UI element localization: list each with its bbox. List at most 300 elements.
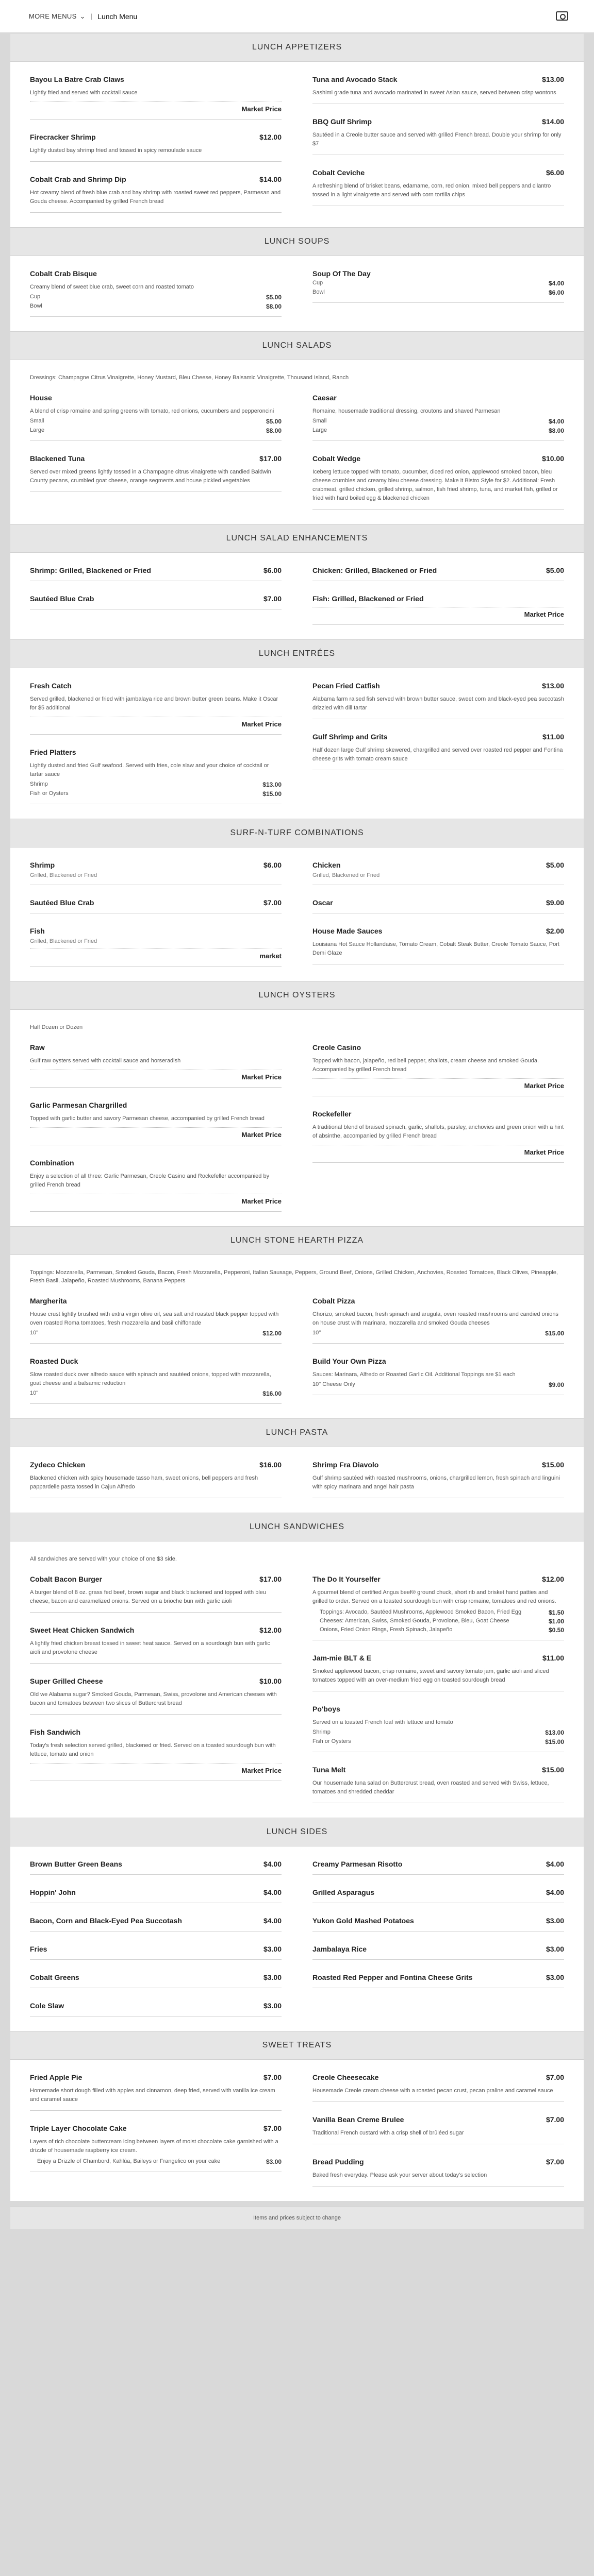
item-grid <box>30 394 564 510</box>
item-header <box>312 75 564 83</box>
menu-item <box>312 168 564 206</box>
item-price: $10.00 <box>542 454 564 463</box>
menu-item <box>30 2073 282 2111</box>
item-name: House <box>30 393 52 402</box>
menu-item <box>30 1945 282 1960</box>
item-description: A blend of crisp romaine and spring greens with tomato, red onions, cucumbers and pepperoncini <box>30 408 274 414</box>
size-option <box>30 1390 282 1397</box>
menu-item <box>312 595 564 625</box>
item-column-left <box>30 75 282 213</box>
item-description: Lightly dusted and fried Gulf seafood. Served with fries, cole slaw and your choice of cocktail or tartar sauce <box>30 762 269 778</box>
menu-item <box>312 2115 564 2144</box>
menu-item <box>30 2002 282 2016</box>
menu-item <box>30 861 282 885</box>
item-description: Lightly fried and served with cocktail sauce <box>30 90 138 96</box>
item-column-left <box>30 1297 282 1404</box>
item-name: Chicken: Grilled, Blackened or Fried <box>312 566 437 574</box>
item-name: Fish: Grilled, Blackened or Fried <box>312 594 424 603</box>
item-name: Margherita <box>30 1296 67 1305</box>
camera-icon[interactable] <box>556 11 568 21</box>
item-price: $13.00 <box>542 681 564 690</box>
menu-item <box>30 133 282 162</box>
market-price <box>30 1194 282 1205</box>
item-description: Louisiana Hot Sauce Hollandaise, Tomato Cream, Cobalt Steak Butter, Creole Tomato Sauce, Port Demi Glaze <box>312 941 559 957</box>
menu-item <box>30 1917 282 1931</box>
menu-item <box>30 175 282 213</box>
item-description: Gulf shrimp sautéed with roasted mushrooms, onions, chargrilled lemon, fresh spinach and linguini with spicy marinara and angel hair pasta <box>312 1475 560 1490</box>
item-column-left <box>30 1575 282 1803</box>
item-header <box>30 1917 282 1925</box>
item-description: Lightly dusted bay shrimp fried and tossed in spicy remoulade sauce <box>30 147 202 154</box>
menu-item <box>312 1888 564 1903</box>
size-label: Bowl <box>312 289 325 296</box>
item-grid <box>30 1575 564 1803</box>
market-price <box>30 948 282 960</box>
item-header <box>312 1705 564 1713</box>
size-price: $12.00 <box>262 1329 282 1337</box>
menu-item <box>312 2158 564 2187</box>
item-header <box>30 1159 282 1167</box>
menu-item <box>30 454 282 492</box>
section-body <box>10 1255 584 1418</box>
item-description: Today's fresh selection served grilled, blackened or fried. Served on a toasted sourdough bun with lettuce, tomato and onion <box>30 1742 276 1757</box>
add-on-label: Onions, Fried Onion Rings, Fresh Spinach, Jalapeño <box>320 1626 453 1633</box>
item-name: Tuna Melt <box>312 1765 346 1774</box>
section-title: SWEET TREATS <box>10 2031 584 2060</box>
item-description: Baked fresh everyday. Please ask your server about today's selection <box>312 2172 487 2179</box>
item-header <box>30 682 282 690</box>
item-header <box>312 1766 564 1774</box>
item-description: Traditional French custard with a crisp shell of brûléed sugar <box>312 2130 464 2136</box>
size-label: Small <box>312 417 327 424</box>
item-column-left <box>30 566 282 625</box>
item-name: Super Grilled Cheese <box>30 1676 103 1685</box>
footer-text: Items and prices subject to change <box>253 2214 341 2221</box>
item-description: Smoked applewood bacon, crisp romaine, sweet and savory tomato jam, garlic aioli and sliced tomatoes topped with an over-medium fried egg on toasted sourdough bread <box>312 1668 549 1683</box>
item-header <box>30 75 282 83</box>
item-name: The Do It Yourselfer <box>312 1574 381 1583</box>
item-column-right <box>312 1860 564 2016</box>
item-header <box>312 1043 564 1052</box>
item-price: $5.00 <box>546 861 564 870</box>
item-column-right <box>312 861 564 967</box>
item-header <box>312 117 564 126</box>
item-name: Combination <box>30 1158 74 1167</box>
item-name: Oscar <box>312 899 333 907</box>
section-title: LUNCH SALAD ENHANCEMENTS <box>10 524 584 553</box>
item-header <box>312 269 564 278</box>
item-name: Sweet Heat Chicken Sandwich <box>30 1625 135 1634</box>
item-header <box>312 1860 564 1868</box>
menu-item <box>30 1888 282 1903</box>
menu-item <box>312 566 564 581</box>
item-price: $12.00 <box>259 1625 282 1634</box>
item-name: Sautéed Blue Crab <box>30 899 94 907</box>
item-price: $4.00 <box>546 1859 564 1868</box>
item-price: $13.00 <box>542 75 564 83</box>
item-header <box>30 175 282 183</box>
item-price: $15.00 <box>542 1461 564 1469</box>
item-description: Sautéed in a Creole butter sauce and served with grilled French bread. Double your shrimp for only $7 <box>312 132 562 147</box>
size-option <box>312 280 564 287</box>
item-column-left <box>30 861 282 967</box>
section-title: LUNCH STONE HEARTH PIZZA <box>10 1226 584 1255</box>
item-column-right <box>312 1297 564 1404</box>
item-header <box>30 1357 282 1365</box>
section-note: Half Dozen or Dozen <box>30 1024 83 1031</box>
section-body <box>10 256 584 331</box>
size-price: $15.00 <box>545 1329 564 1337</box>
item-column-right <box>312 394 564 510</box>
item-header <box>312 566 564 574</box>
item-price: $7.00 <box>546 2115 564 2124</box>
market-price <box>312 1078 564 1090</box>
item-name: Build Your Own Pizza <box>312 1357 386 1365</box>
menu-item <box>30 75 282 120</box>
item-name: Shrimp Fra Diavolo <box>312 1461 379 1469</box>
item-description: Half dozen large Gulf shrimp skewered, chargrilled and served over roasted red pepper and Fontina cheese grits with tomato cream sauce <box>312 747 563 762</box>
menu-item <box>30 1973 282 1988</box>
item-name: Caesar <box>312 393 337 402</box>
item-name: Zydeco Chicken <box>30 1461 86 1469</box>
size-option <box>312 427 564 434</box>
item-grid <box>30 1297 564 1404</box>
item-header <box>312 1461 564 1469</box>
item-header <box>312 1917 564 1925</box>
menu-item <box>312 1297 564 1344</box>
item-header <box>30 2124 282 2132</box>
menu-item <box>30 1860 282 1875</box>
item-header <box>312 1654 564 1662</box>
item-column-right <box>312 1575 564 1803</box>
add-on-price: $1.00 <box>548 1617 564 1625</box>
item-description: A burger blend of 8 oz. grass fed beef, brown sugar and black blackened and topped with bleu cheese, bacon and caramelized onions. Served on a brioche bun with garlic aioli <box>30 1589 267 1604</box>
item-name: Bacon, Corn and Black-Eyed Pea Succotash <box>30 1916 182 1925</box>
item-column-left <box>30 269 282 317</box>
size-price: $6.00 <box>548 289 564 297</box>
item-name: Creole Casino <box>312 1043 361 1052</box>
item-price: $6.00 <box>263 861 282 870</box>
size-option <box>312 1738 564 1745</box>
item-price: $14.00 <box>259 175 282 184</box>
item-name: Jam-mie BLT & E <box>312 1653 372 1662</box>
size-option <box>30 303 282 310</box>
menu-item <box>312 1945 564 1960</box>
item-price: $6.00 <box>546 168 564 177</box>
item-description: Blackened chicken with spicy housemade tasso ham, sweet onions, bell peppers and fresh pappardelle pasta tossed in Cajun Alfredo <box>30 1475 258 1490</box>
size-option <box>30 294 282 301</box>
item-price: $3.00 <box>546 1944 564 1953</box>
menu-section-surf <box>10 819 584 981</box>
item-name: Bayou La Batre Crab Claws <box>30 75 124 83</box>
menu-item <box>312 117 564 155</box>
item-name: Creamy Parmesan Risotto <box>312 1859 403 1868</box>
menu-item <box>312 861 564 885</box>
menu-section-sides <box>10 1818 584 2031</box>
item-preparation: Grilled, Blackened or Fried <box>30 872 97 879</box>
item-name: Cobalt Greens <box>30 1973 79 1981</box>
size-label: Fish or Oysters <box>312 1738 351 1744</box>
item-description: Homemade short dough filled with apples and cinnamon, deep fried, served with vanilla ice cream and caramel sauce <box>30 2087 275 2103</box>
item-price: $9.00 <box>546 899 564 907</box>
item-column-left <box>30 394 282 510</box>
section-title: LUNCH ENTRÉES <box>10 639 584 668</box>
item-price: $17.00 <box>259 454 282 463</box>
item-column-right <box>312 1461 564 1498</box>
menu-item <box>30 899 282 913</box>
item-header <box>312 1297 564 1305</box>
item-column-left <box>30 682 282 804</box>
item-description: A lightly fried chicken breast tossed in sweet heat sauce. Served on a sourdough bun with garlic aioli and provolone cheese <box>30 1640 270 1655</box>
item-price: $7.00 <box>263 594 282 603</box>
size-label: Cup <box>312 280 323 286</box>
section-title: SURF-N-TURF COMBINATIONS <box>10 819 584 848</box>
item-name: Cobalt Wedge <box>312 454 361 463</box>
size-label: Shrimp <box>312 1728 331 1735</box>
menu-item <box>312 1110 564 1163</box>
menu-item <box>30 1297 282 1344</box>
item-header <box>30 1043 282 1052</box>
item-name: Po'boys <box>312 1704 340 1713</box>
item-description: Served over mixed greens lightly tossed in a Champagne citrus vinaigrette with candied Baldwin County pecans, crumbled goat cheese, orange segments and house pickled vegetables <box>30 468 271 484</box>
menu-section-sweets <box>10 2031 584 2201</box>
item-name: Fresh Catch <box>30 681 72 690</box>
menu-item <box>30 1677 282 1715</box>
item-header <box>30 927 282 935</box>
item-price: $4.00 <box>546 1888 564 1896</box>
item-header <box>30 1626 282 1634</box>
section-body <box>10 1447 584 1513</box>
menu-item <box>312 899 564 913</box>
section-body <box>10 1010 584 1226</box>
item-price: $11.00 <box>542 733 564 741</box>
item-name: Vanilla Bean Creme Brulee <box>312 2115 404 2124</box>
item-header <box>30 2002 282 2010</box>
item-name: Cobalt Crab Bisque <box>30 269 97 278</box>
item-column-right <box>312 75 564 213</box>
item-column-right <box>312 682 564 804</box>
menu-section-soups <box>10 227 584 331</box>
menu-item <box>312 1043 564 1096</box>
item-name: Cobalt Pizza <box>312 1296 355 1305</box>
item-header <box>30 133 282 141</box>
section-body <box>10 1541 584 1818</box>
item-price: $3.00 <box>263 2001 282 2010</box>
menu-section-pizza <box>10 1226 584 1418</box>
menu-item <box>30 269 282 317</box>
item-header <box>312 733 564 741</box>
item-header <box>312 2115 564 2124</box>
size-label: 10" <box>312 1329 321 1336</box>
menu-item <box>30 2124 282 2172</box>
add-on-price: $1.50 <box>548 1608 564 1616</box>
item-price: $16.00 <box>259 1461 282 1469</box>
market-price <box>30 1763 282 1774</box>
item-header <box>30 1728 282 1736</box>
item-name: House Made Sauces <box>312 927 383 936</box>
section-body <box>10 1846 584 2031</box>
section-title: LUNCH OYSTERS <box>10 981 584 1010</box>
item-description: Romaine, housemade traditional dressing, croutons and shaved Parmesan <box>312 408 501 414</box>
item-name: Brown Butter Green Beans <box>30 1859 122 1868</box>
item-description: House crust lightly brushed with extra virgin olive oil, sea salt and roasted black pepper topped with oven roasted Roma tomatoes, fresh mozzarella and basil chiffonade <box>30 1311 279 1326</box>
item-name: Blackened Tuna <box>30 454 85 463</box>
item-header <box>312 595 564 603</box>
size-label: Fish or Oysters <box>30 790 69 797</box>
size-price: $15.00 <box>262 790 282 798</box>
size-option <box>312 1381 564 1388</box>
item-price: $15.00 <box>542 1765 564 1774</box>
size-label: Large <box>312 427 327 433</box>
market-price <box>30 101 282 113</box>
menu-item <box>312 1860 564 1875</box>
item-name: Fish Sandwich <box>30 1727 81 1736</box>
item-header <box>312 2073 564 2081</box>
item-preparation: Grilled, Blackened or Fried <box>312 872 380 879</box>
item-header <box>30 1101 282 1109</box>
menu-section-sandwiches <box>10 1513 584 1818</box>
item-name: Tuna and Avocado Stack <box>312 75 398 83</box>
market-price <box>312 607 564 618</box>
menu-item <box>30 1575 282 1613</box>
section-title: LUNCH SALADS <box>10 331 584 360</box>
item-description: Sashimi grade tuna and avocado marinated in sweet Asian sauce, served between crisp wontons <box>312 90 556 96</box>
item-name: Cobalt Crab and Shrimp Dip <box>30 175 126 184</box>
item-header <box>312 1357 564 1365</box>
item-name: Shrimp <box>30 861 55 870</box>
size-label: Shrimp <box>30 781 48 788</box>
footer <box>10 2206 584 2229</box>
item-grid <box>30 75 564 213</box>
item-header <box>30 899 282 907</box>
item-header <box>30 1461 282 1469</box>
item-name: Hoppin' John <box>30 1888 76 1896</box>
item-name: Roasted Duck <box>30 1357 78 1365</box>
menu-item <box>312 682 564 719</box>
section-body <box>10 553 584 639</box>
item-description: Creamy blend of sweet blue crab, sweet corn and roasted tomato <box>30 284 194 291</box>
item-description: Topped with garlic butter and savory Parmesan cheese, accompanied by grilled French bread <box>30 1115 265 1122</box>
size-price: $4.00 <box>548 280 564 287</box>
menu-item <box>30 1626 282 1664</box>
menu-item <box>30 1101 282 1145</box>
menu-item <box>312 75 564 104</box>
menu-item <box>312 927 564 964</box>
item-price: $7.00 <box>263 2124 282 2133</box>
section-title: LUNCH PASTA <box>10 1418 584 1447</box>
item-price: $3.00 <box>546 1916 564 1925</box>
item-price: $7.00 <box>263 2073 282 2081</box>
item-header <box>30 454 282 463</box>
item-price: $7.00 <box>263 899 282 907</box>
item-header <box>30 1677 282 1685</box>
item-name: Bread Pudding <box>312 2158 364 2166</box>
item-description: Old we Alabama sugar? Smoked Gouda, Parmesan, Swiss, provolone and American cheeses with bacon and tomatoes between two slices of Buttercrust bread <box>30 1691 277 1706</box>
market-price-label: market <box>259 952 282 960</box>
item-column-left <box>30 1860 282 2016</box>
menu-item <box>312 394 564 441</box>
item-column-right <box>312 566 564 625</box>
menu-item <box>312 269 564 303</box>
more-menus-dropdown[interactable] <box>29 12 86 21</box>
add-on-item <box>320 1618 564 1625</box>
item-name: Garlic Parmesan Chargrilled <box>30 1100 127 1109</box>
item-header <box>312 899 564 907</box>
size-label: Bowl <box>30 303 42 310</box>
item-description: Our housemade tuna salad on Buttercrust bread, oven roasted and served with Swiss, lettuce, tomatoes and shredded cheddar <box>312 1780 549 1795</box>
item-name: Soup Of The Day <box>312 269 371 278</box>
item-header <box>30 394 282 402</box>
section-title: LUNCH APPETIZERS <box>10 33 584 62</box>
menu-item <box>30 1728 282 1781</box>
menu-item <box>312 1575 564 1640</box>
size-price: $13.00 <box>545 1728 564 1736</box>
item-description: Slow roasted duck over alfredo sauce with spinach and sautéed onions, topped with mozzarella, goat cheese and a balsamic reduction <box>30 1371 271 1386</box>
market-price <box>30 1070 282 1081</box>
market-price-label: Market Price <box>524 1148 564 1156</box>
item-header <box>30 1888 282 1896</box>
menu-item <box>30 748 282 804</box>
item-name: Creole Cheesecake <box>312 2073 379 2081</box>
item-header <box>30 1945 282 1953</box>
chevron-down-icon: ⌄ <box>79 12 86 20</box>
item-name: Pecan Fried Catfish <box>312 681 380 690</box>
item-description: Gulf raw oysters served with cocktail sauce and horseradish <box>30 1057 181 1064</box>
size-option <box>30 790 282 798</box>
size-option <box>312 289 564 296</box>
menu-section-oysters <box>10 981 584 1226</box>
item-grid <box>30 861 564 967</box>
menu-item <box>312 1766 564 1803</box>
size-label: Small <box>30 417 44 424</box>
menu-item <box>312 1917 564 1931</box>
add-on-label: Toppings: Avocado, Sautéed Mushrooms, Applewood Smoked Bacon, Fried Egg <box>320 1608 522 1615</box>
item-grid <box>30 1043 564 1212</box>
add-on-price: $0.50 <box>548 1626 564 1634</box>
item-header <box>30 1973 282 1981</box>
menu-item <box>312 1461 564 1498</box>
item-name: BBQ Gulf Shrimp <box>312 117 372 126</box>
item-header <box>312 1110 564 1118</box>
item-price: $3.00 <box>546 1973 564 1981</box>
market-price-label: Market Price <box>241 1197 282 1205</box>
section-title: LUNCH SIDES <box>10 1818 584 1846</box>
size-price: $13.00 <box>262 781 282 789</box>
menu-item <box>30 927 282 967</box>
menu-item <box>30 1043 282 1088</box>
item-header <box>312 861 564 869</box>
item-price: $3.00 <box>263 1973 282 1981</box>
item-price: $4.00 <box>263 1916 282 1925</box>
item-grid <box>30 1860 564 2016</box>
more-menus-label: MORE MENUS <box>29 12 77 20</box>
item-price: $4.00 <box>263 1888 282 1896</box>
item-header <box>312 1945 564 1953</box>
item-price: $12.00 <box>259 133 282 142</box>
item-name: Raw <box>30 1043 45 1052</box>
size-price: $5.00 <box>266 417 282 425</box>
add-on-item <box>320 1609 564 1616</box>
item-name: Fried Platters <box>30 748 76 757</box>
item-header <box>30 595 282 603</box>
menu-item <box>312 733 564 770</box>
market-price-label: Market Price <box>241 720 282 728</box>
item-name: Fried Apple Pie <box>30 2073 82 2081</box>
add-on-list <box>312 1609 564 1634</box>
item-header <box>312 927 564 935</box>
menu-content <box>10 33 584 2201</box>
item-name: Fries <box>30 1944 47 1953</box>
